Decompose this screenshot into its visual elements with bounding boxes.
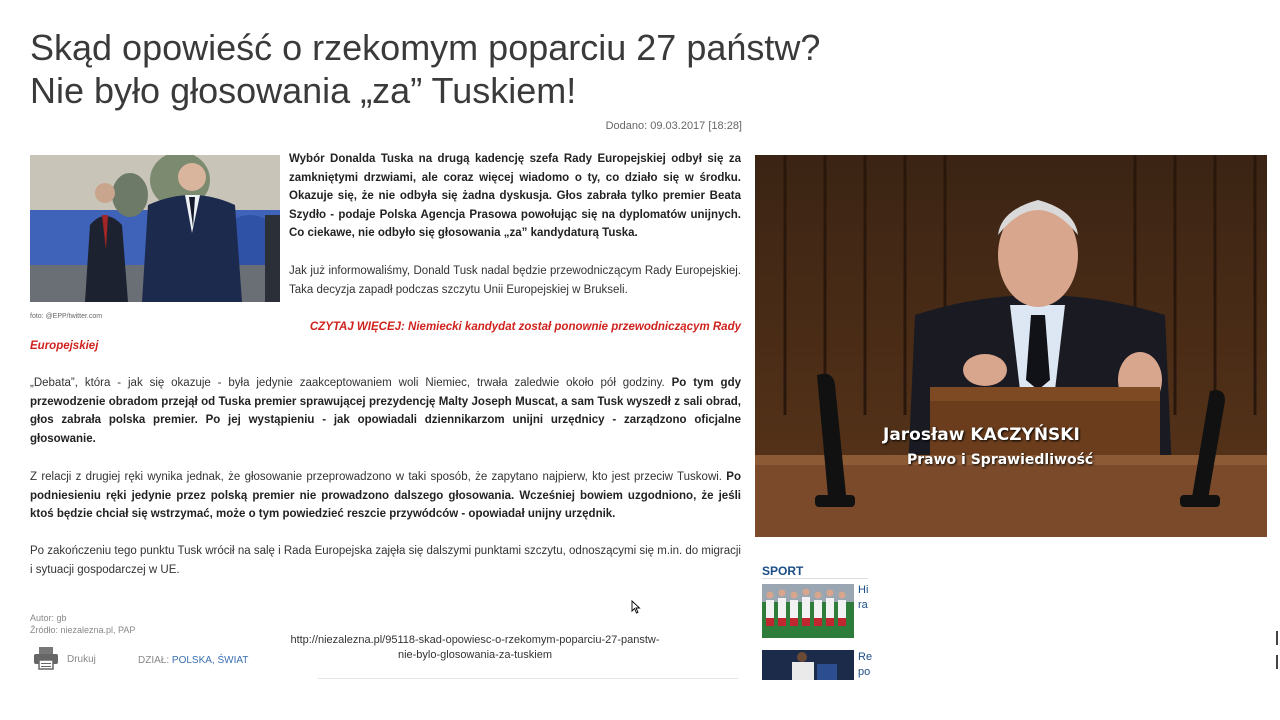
scroll-marker-2 bbox=[1276, 655, 1278, 669]
paragraph-3: „Debata”, która - jak się okazuje - była jedynie zaakceptowaniem woli Niemiec, trwała zaledwie około pół godziny. Po tym gdy przewodzenie obradom przejął od Tuska premier sprawującej prezydencję Malty Joseph Muscat, a sam Tusk wyszedł z sali obrad, głos zabrała polska premier. Po jej wystąpieniu - jak opowiadali dziennikarzom unijni urzędnicy - zarządzono oficjalne głosowanie. bbox=[30, 377, 741, 445]
article-photo bbox=[30, 155, 280, 302]
article-meta bbox=[30, 612, 135, 636]
section-info bbox=[138, 655, 248, 666]
video-frame[interactable] bbox=[755, 155, 1267, 537]
url-line-2: nie-bylo-glosowania-za-tuskiem bbox=[397, 649, 553, 661]
url-line-1: http://niezalezna.pl/95118-skad-opowiesc-o-rzekomym-poparciu-27-panstw- bbox=[290, 634, 660, 646]
print-button[interactable] bbox=[33, 646, 96, 673]
lead-paragraph: Wybór Donalda Tuska na drugą kadencję szefa Rady Europejskiej odbył się za zamkniętymi drzwiami, ale coraz więcej wiadomo o ty, co działo się w środku. Okazuje się, że nie odbyła się żadna dyskusja. Głos zabrała tylko premier Beata Szydło - podaje Polska Agencja Prasowa powołując się na dyplomatów unijnych. Co ciekawe, nie odbyło się głosowania „za” kandydaturą Tuska. bbox=[289, 153, 741, 240]
sport-heading[interactable]: SPORT bbox=[762, 564, 804, 578]
video-gutter bbox=[1268, 155, 1280, 537]
printer-icon bbox=[33, 646, 59, 673]
section-links[interactable]: POLSKA, ŚWIAT bbox=[171, 655, 249, 666]
paragraph-5: Po zakończeniu tego punktu Tusk wrócił na salę i Rada Europejska zajęła się dalszymi punktami szczytu, odnoszącymi się m.in. do migracji i sytuacji gospodarczej w UE. bbox=[30, 545, 741, 576]
video-caption bbox=[883, 423, 1093, 473]
source: Źródło: niezalezna.pl, PAP bbox=[30, 625, 136, 635]
caption-party: Prawo i Sprawiedliwość bbox=[907, 452, 1094, 468]
sport-divider bbox=[762, 578, 868, 579]
article-url bbox=[260, 633, 690, 663]
divider bbox=[318, 678, 738, 679]
sport-thumbnail-1[interactable] bbox=[762, 584, 854, 638]
title-line-1: Skąd opowieść o rzekomym poparciu 27 państw? bbox=[30, 27, 821, 68]
mouse-cursor-icon bbox=[631, 600, 641, 619]
sport-item-2-title[interactable]: Re po bbox=[858, 651, 873, 678]
page-title bbox=[30, 26, 890, 112]
read-more-line-1[interactable]: CZYTAJ WIĘCEJ: Niemiecki kandydat został ponownie przewodniczącym Rady bbox=[309, 321, 741, 333]
author: Autor: gb bbox=[30, 613, 67, 623]
read-more-link[interactable] bbox=[30, 318, 741, 355]
paragraph-2: Jak już informowaliśmy, Donald Tusk nadal będzie przewodniczącym Rady Europejskiej. Taka decyzja zapadł podczas szczytu Unii Europejskiej w Brukseli. bbox=[289, 265, 741, 296]
publish-date: Dodano: 09.03.2017 [18:28] bbox=[605, 120, 742, 132]
paragraph-4: Z relacji z drugiej ręki wynika jednak, że głosowanie przeprowadzono w taki sposób, że zapytano najpierw, kto jest przeciw Tuskowi. Po podniesieniu ręki jedynie przez polską premier nie prowadzono dalszego głosowania. Wcześniej bowiem uzgodniono, że jeśli ktoś będzie chciał się wstrzymać, może o tym powiedzieć reszcie przywódców - opowiadał unijny urzędnik. bbox=[30, 471, 741, 521]
photo-credit: foto: @EPP/twitter.com bbox=[30, 313, 103, 320]
scroll-marker bbox=[1276, 631, 1278, 645]
sport-thumbnail-2[interactable] bbox=[762, 650, 854, 680]
sport-item-1-title[interactable]: Hi ra bbox=[858, 584, 869, 611]
read-more-line-2[interactable]: Europejskiej bbox=[30, 339, 99, 352]
print-label[interactable]: Drukuj bbox=[67, 654, 96, 665]
caption-name: Jarosław KACZYŃSKI bbox=[883, 425, 1080, 445]
section-label: DZIAŁ: bbox=[138, 655, 170, 666]
title-line-2: Nie było głosowania „za” Tuskiem! bbox=[30, 70, 577, 111]
